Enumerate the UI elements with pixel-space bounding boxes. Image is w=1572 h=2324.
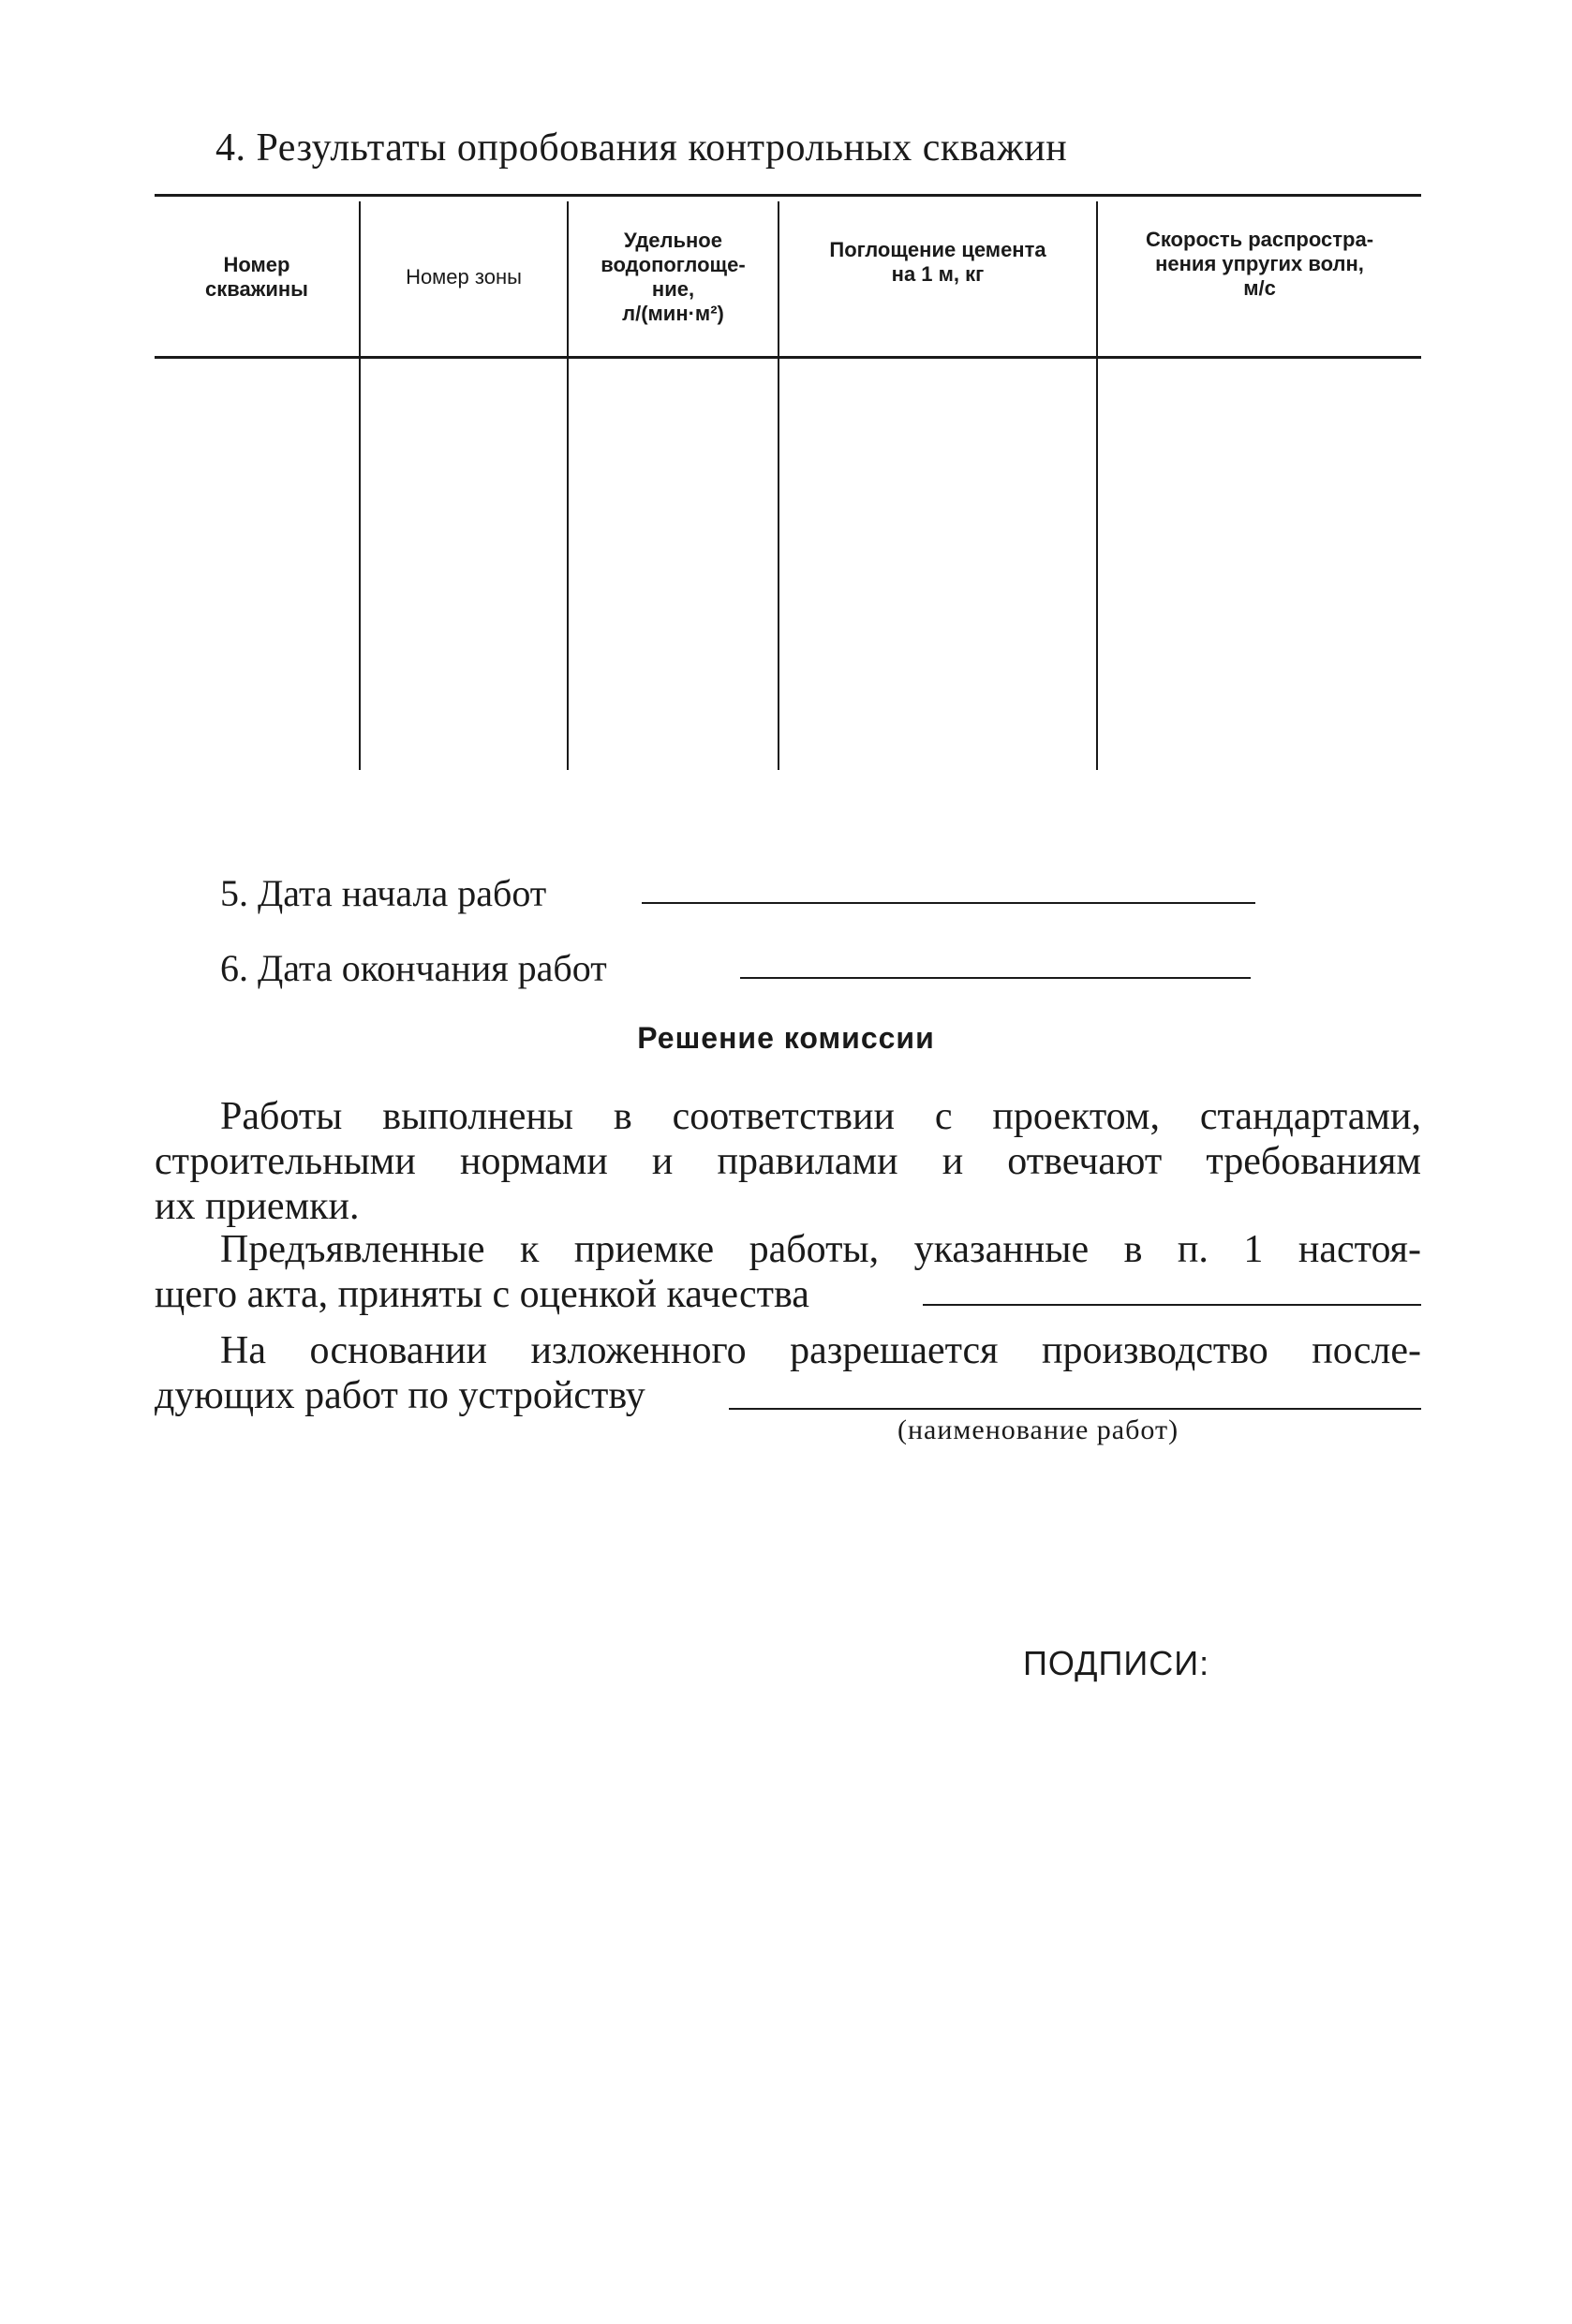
quality-grade-blank[interactable]: [923, 1304, 1421, 1306]
header-zone-number: Номер зоны: [406, 265, 522, 289]
decision-p1-line: их приемки.: [155, 1185, 360, 1228]
decision-p1-line: строительными нормами и правилами и отвечают требованиям: [155, 1140, 1421, 1183]
decision-paragraph-3: [155, 1328, 1421, 1418]
decision-p3-line: дующих работ по устройству: [155, 1374, 645, 1417]
item-5-blank[interactable]: [642, 902, 1255, 904]
item-6-blank[interactable]: [740, 977, 1251, 979]
decision-p2-line: щего акта, приняты с оценкой качества: [155, 1273, 809, 1316]
decision-p3-line: На основании изложенного разрешается производство после-: [220, 1329, 1421, 1372]
table-top-rule: [155, 194, 1421, 197]
item-6-label: 6. Дата окончания работ: [220, 947, 607, 989]
decision-p2-line: Предъявленные к приемке работы, указанные в п. 1 настоя-: [220, 1228, 1421, 1271]
subsequent-works-blank[interactable]: [729, 1408, 1421, 1410]
header-elastic-wave-velocity: Скорость распростра- нения упругих волн, м/с: [1145, 228, 1374, 300]
decision-p1-line: Работы выполнены в соответствии с проектом, стандартами,: [220, 1095, 1421, 1138]
decision-paragraph-1: [155, 1094, 1421, 1229]
header-cement-absorption: Поглощение цемента на 1 м, кг: [829, 237, 1046, 286]
header-well-number: Номер скважины: [205, 253, 308, 301]
decision-title: Решение комиссии: [637, 1021, 935, 1055]
table-header-rule: [155, 356, 1421, 359]
header-specific-water-absorption: Удельное водопоглоще- ние, л/(мин·м²): [601, 229, 746, 325]
item-5-label: 5. Дата начала работ: [220, 872, 547, 914]
signatures-label: ПОДПИСИ:: [1023, 1644, 1210, 1682]
section-4-title: 4. Результаты опробования контрольных скважин: [215, 126, 1068, 170]
works-name-caption: (наименование работ): [897, 1414, 1179, 1445]
